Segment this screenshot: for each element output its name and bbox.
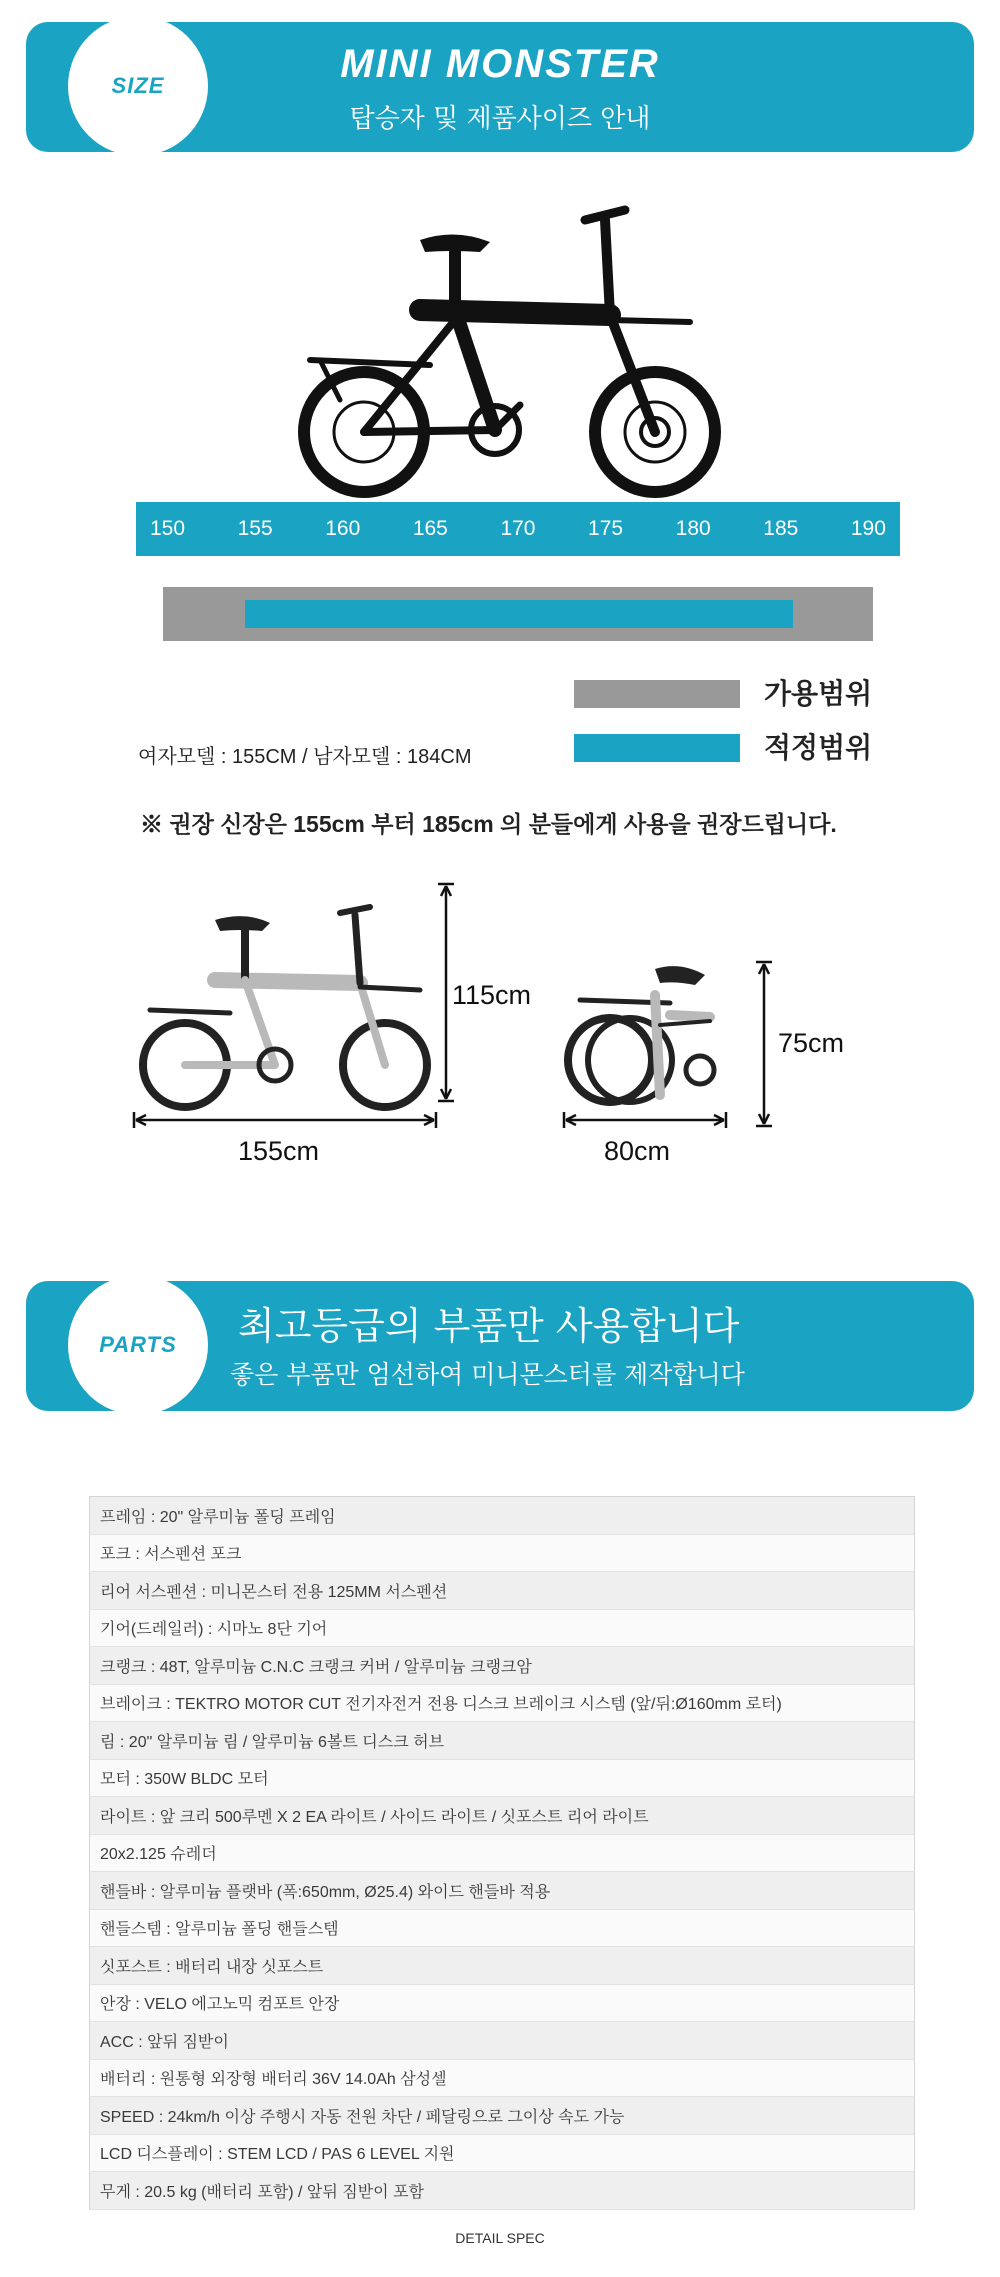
folded-length-arrow — [560, 1110, 730, 1130]
table-row — [90, 1984, 915, 2022]
table-row — [90, 2097, 915, 2135]
spec-cell: ACC : 앞뒤 짐받이 — [90, 2022, 915, 2060]
table-row — [90, 1647, 915, 1685]
spec-cell: LCD 디스플레이 : STEM LCD / PAS 6 LEVEL 지원 — [90, 2134, 915, 2172]
unfolded-length-arrow — [130, 1110, 440, 1130]
table-row — [90, 1947, 915, 1985]
table-row — [90, 1684, 915, 1722]
unfolded-height-label: 115cm — [452, 980, 532, 1010]
scale-tick: 190 — [850, 517, 886, 540]
spec-cell: 라이트 : 앞 크리 500루멘 X 2 EA 라이트 / 사이드 라이트 / 싯포스트 리어 라이트 — [90, 1797, 915, 1835]
scale-tick: 185 — [763, 517, 799, 540]
unfolded-length-label: 155cm — [238, 1136, 320, 1166]
size-subtitle: 탑승자 및 제품사이즈 안내 — [349, 104, 651, 134]
size-banner — [26, 22, 974, 152]
parts-title: 최고등급의 부품만 사용합니다 — [238, 1304, 740, 1348]
footer-caption: DETAIL SPEC — [455, 2230, 545, 2246]
spec-cell: 기어(드레일러) : 시마노 8단 기어 — [90, 1609, 915, 1647]
scale-tick: 165 — [412, 517, 448, 540]
table-row — [90, 1909, 915, 1947]
spec-cell: 20x2.125 슈레더 — [90, 1834, 915, 1872]
spec-cell: 브레이크 : TEKTRO MOTOR CUT 전기자전거 전용 디스크 브레이크 시스템 (앞/뒤:Ø160mm 로터) — [90, 1684, 915, 1722]
recommended-range-bar — [245, 600, 793, 628]
spec-cell: 포크 : 서스펜션 포크 — [90, 1534, 915, 1572]
spec-cell: 싯포스트 : 배터리 내장 싯포스트 — [90, 1947, 915, 1985]
scale-tick: 160 — [325, 517, 361, 540]
folded-height-arrow — [754, 958, 774, 1130]
scale-tick: 170 — [500, 517, 536, 540]
parts-badge — [68, 1275, 208, 1415]
bike-unfolded-illustration — [130, 895, 450, 1130]
table-row — [90, 1534, 915, 1572]
spec-cell: SPEED : 24km/h 이상 주행시 자동 전원 차단 / 페달링으로 그이상 속도 가능 — [90, 2097, 915, 2135]
recommend-note: ※ 권장 신장은 155cm 부터 185cm 의 분들에게 사용을 권장드립니다. — [140, 811, 837, 837]
spec-cell: 프레임 : 20" 알루미늄 폴딩 프레임 — [90, 1497, 915, 1535]
legend-recommended-label: 적정범위 — [764, 731, 873, 764]
folded-length-label: 80cm — [604, 1136, 671, 1166]
legend-usable-swatch — [574, 680, 740, 708]
table-row — [90, 1759, 915, 1797]
table-row — [90, 2172, 915, 2210]
bike-side-illustration — [280, 200, 730, 500]
scale-tick: 175 — [588, 517, 624, 540]
table-row — [90, 1872, 915, 1910]
scale-tick: 150 — [150, 517, 186, 540]
spec-cell: 모터 : 350W BLDC 모터 — [90, 1759, 915, 1797]
folded-height-label: 75cm — [778, 1028, 845, 1058]
spec-cell: 배터리 : 원통형 외장형 배터리 36V 14.0Ah 삼성셀 — [90, 2059, 915, 2097]
parts-badge-text: PARTS — [99, 1332, 177, 1357]
table-row — [90, 1572, 915, 1610]
spec-cell: 핸들바 : 알루미늄 플랫바 (폭:650mm, Ø25.4) 와이드 핸들바 적용 — [90, 1872, 915, 1910]
table-row — [90, 1834, 915, 1872]
table-row — [90, 1497, 915, 1535]
scale-tick: 180 — [675, 517, 711, 540]
spec-table — [89, 1496, 915, 2210]
spec-cell: 림 : 20" 알루미늄 림 / 알루미늄 6볼트 디스크 허브 — [90, 1722, 915, 1760]
table-row — [90, 1609, 915, 1647]
legend-recommended-swatch — [574, 734, 740, 762]
table-row — [90, 1722, 915, 1760]
brand-title: MINI MONSTER — [340, 42, 660, 86]
spec-cell: 크랭크 : 48T, 알루미늄 C.N.C 크랭크 커버 / 알루미늄 크랭크암 — [90, 1647, 915, 1685]
spec-cell: 안장 : VELO 에고노믹 컴포트 안장 — [90, 1984, 915, 2022]
scale-tick: 155 — [237, 517, 273, 540]
spec-cell: 리어 서스펜션 : 미니몬스터 전용 125MM 서스펜션 — [90, 1572, 915, 1610]
table-row — [90, 2134, 915, 2172]
models-note: 여자모델 : 155CM / 남자모델 : 184CM — [138, 746, 472, 768]
bike-folded-illustration — [560, 955, 760, 1115]
spec-cell: 무게 : 20.5 kg (배터리 포함) / 앞뒤 짐받이 포함 — [90, 2172, 915, 2210]
size-badge-text: SIZE — [111, 73, 165, 98]
table-row — [90, 2059, 915, 2097]
height-scale — [136, 502, 900, 556]
legend-usable-label: 가용범위 — [764, 677, 873, 710]
table-row — [90, 2022, 915, 2060]
spec-cell: 핸들스템 : 알루미늄 폴딩 핸들스템 — [90, 1909, 915, 1947]
table-row — [90, 1797, 915, 1835]
parts-banner — [26, 1281, 974, 1411]
parts-subtitle: 좋은 부품만 엄선하여 미니몬스터를 제작합니다 — [230, 1360, 745, 1389]
